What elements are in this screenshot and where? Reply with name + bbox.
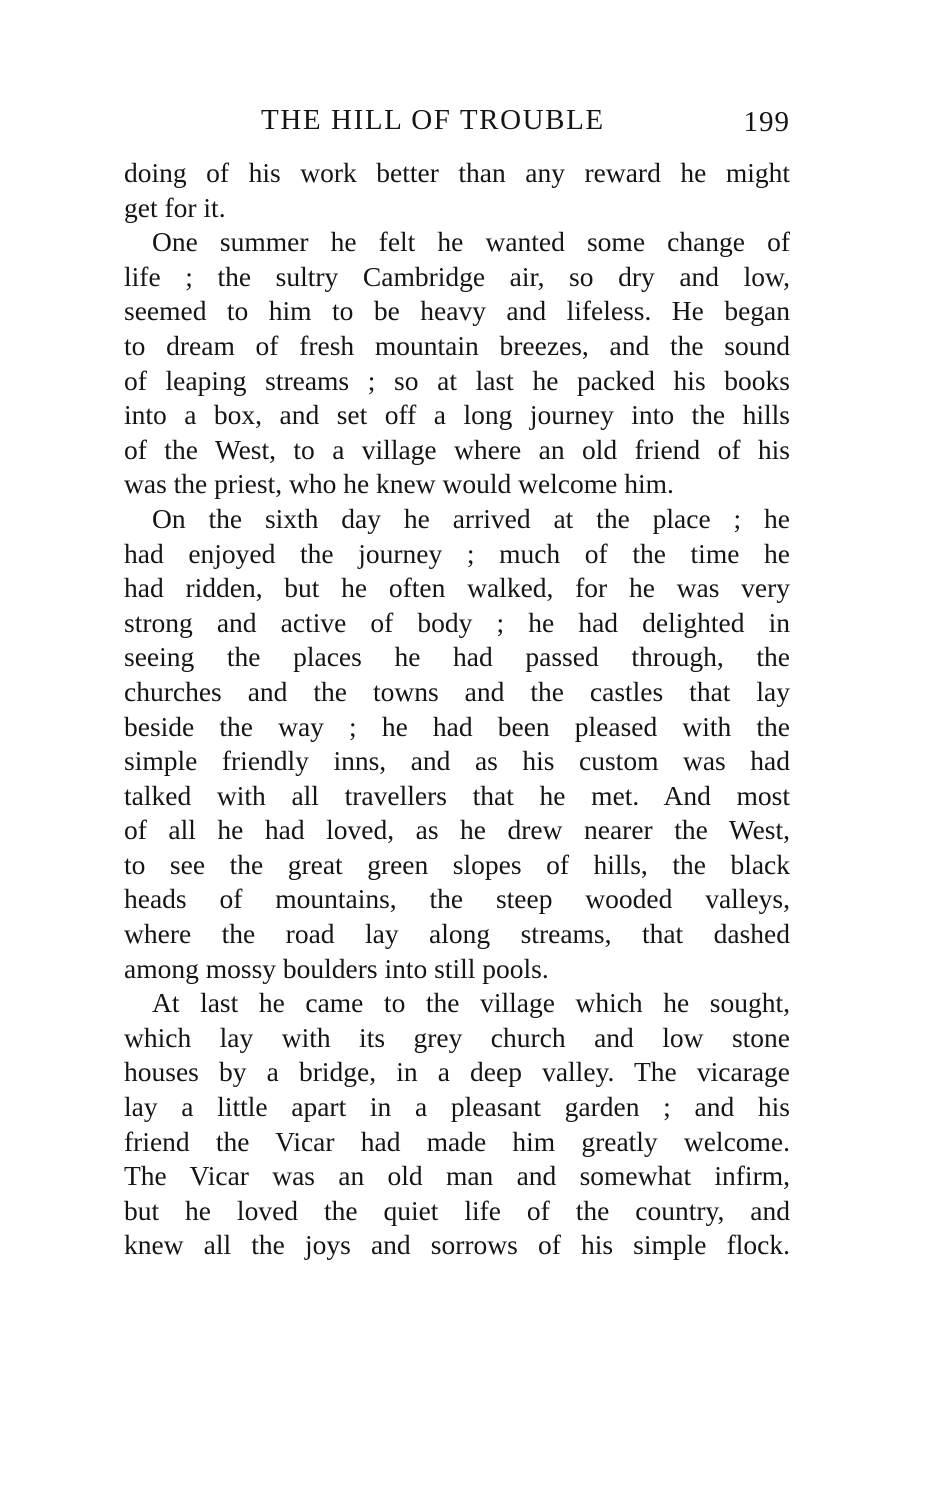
text-line: talked with all travellers that he met. And most: [124, 779, 790, 811]
text-line: One summer he felt he wanted some change of: [152, 226, 790, 258]
text-line: to see the great green slopes of hills, the black: [124, 848, 790, 880]
text-line: had enjoyed the journey ; much of the time he: [124, 537, 790, 569]
paragraph-2: [124, 225, 790, 502]
text-line: beside the way ; he had been pleased with the: [124, 710, 790, 742]
paragraph-3: [124, 502, 790, 986]
text-line: among mossy boulders into still pools.: [124, 952, 549, 984]
text-line: friend the Vicar had made him greatly welcome.: [124, 1125, 790, 1157]
text-line: doing of his work better than any reward he might: [124, 157, 790, 188]
paragraph-1: [124, 156, 790, 225]
text-line: simple friendly inns, and as his custom was had: [124, 745, 790, 777]
paragraph-4: [124, 986, 790, 1263]
text-line: churches and the towns and the castles that lay: [124, 675, 790, 707]
text-line: of the West, to a village where an old friend of his: [124, 433, 790, 465]
text-line: On the sixth day he arrived at the place ; he: [152, 502, 790, 534]
text-line: seemed to him to be heavy and lifeless. He began: [124, 295, 790, 327]
text-line: but he loved the quiet life of the country, and: [124, 1194, 790, 1226]
text-line: of leaping streams ; so at last he packed his books: [124, 364, 790, 396]
text-line: of all he had loved, as he drew nearer the West,: [124, 814, 790, 846]
text-line: seeing the places he had passed through, the: [124, 641, 790, 673]
text-line: At last he came to the village which he sought,: [152, 987, 790, 1019]
text-line: life ; the sultry Cambridge air, so dry and low,: [124, 260, 790, 292]
running-title: THE HILL OF TROUBLE: [261, 104, 605, 136]
text-line: where the road lay along streams, that dashed: [124, 918, 790, 950]
text-line: lay a little apart in a pleasant garden ; and his: [124, 1091, 790, 1123]
text-line: to dream of fresh mountain breezes, and the sound: [124, 329, 790, 361]
body-text: [124, 156, 790, 1263]
text-line: heads of mountains, the steep wooded valleys,: [124, 883, 790, 915]
text-line: get for it.: [124, 191, 226, 223]
text-line: into a box, and set off a long journey into the hills: [124, 399, 790, 431]
text-line: which lay with its grey church and low stone: [124, 1021, 790, 1053]
text-line: knew all the joys and sorrows of his simple flock.: [124, 1229, 790, 1261]
text-line: had ridden, but he often walked, for he was very: [124, 572, 790, 604]
text-line: was the priest, who he knew would welcome him.: [124, 468, 674, 500]
text-line: The Vicar was an old man and somewhat infirm,: [124, 1160, 790, 1192]
page-number: 199: [743, 106, 790, 138]
text-line: houses by a bridge, in a deep valley. The vicarage: [124, 1056, 790, 1088]
text-line: strong and active of body ; he had delighted in: [124, 606, 790, 638]
running-head: [124, 102, 790, 138]
